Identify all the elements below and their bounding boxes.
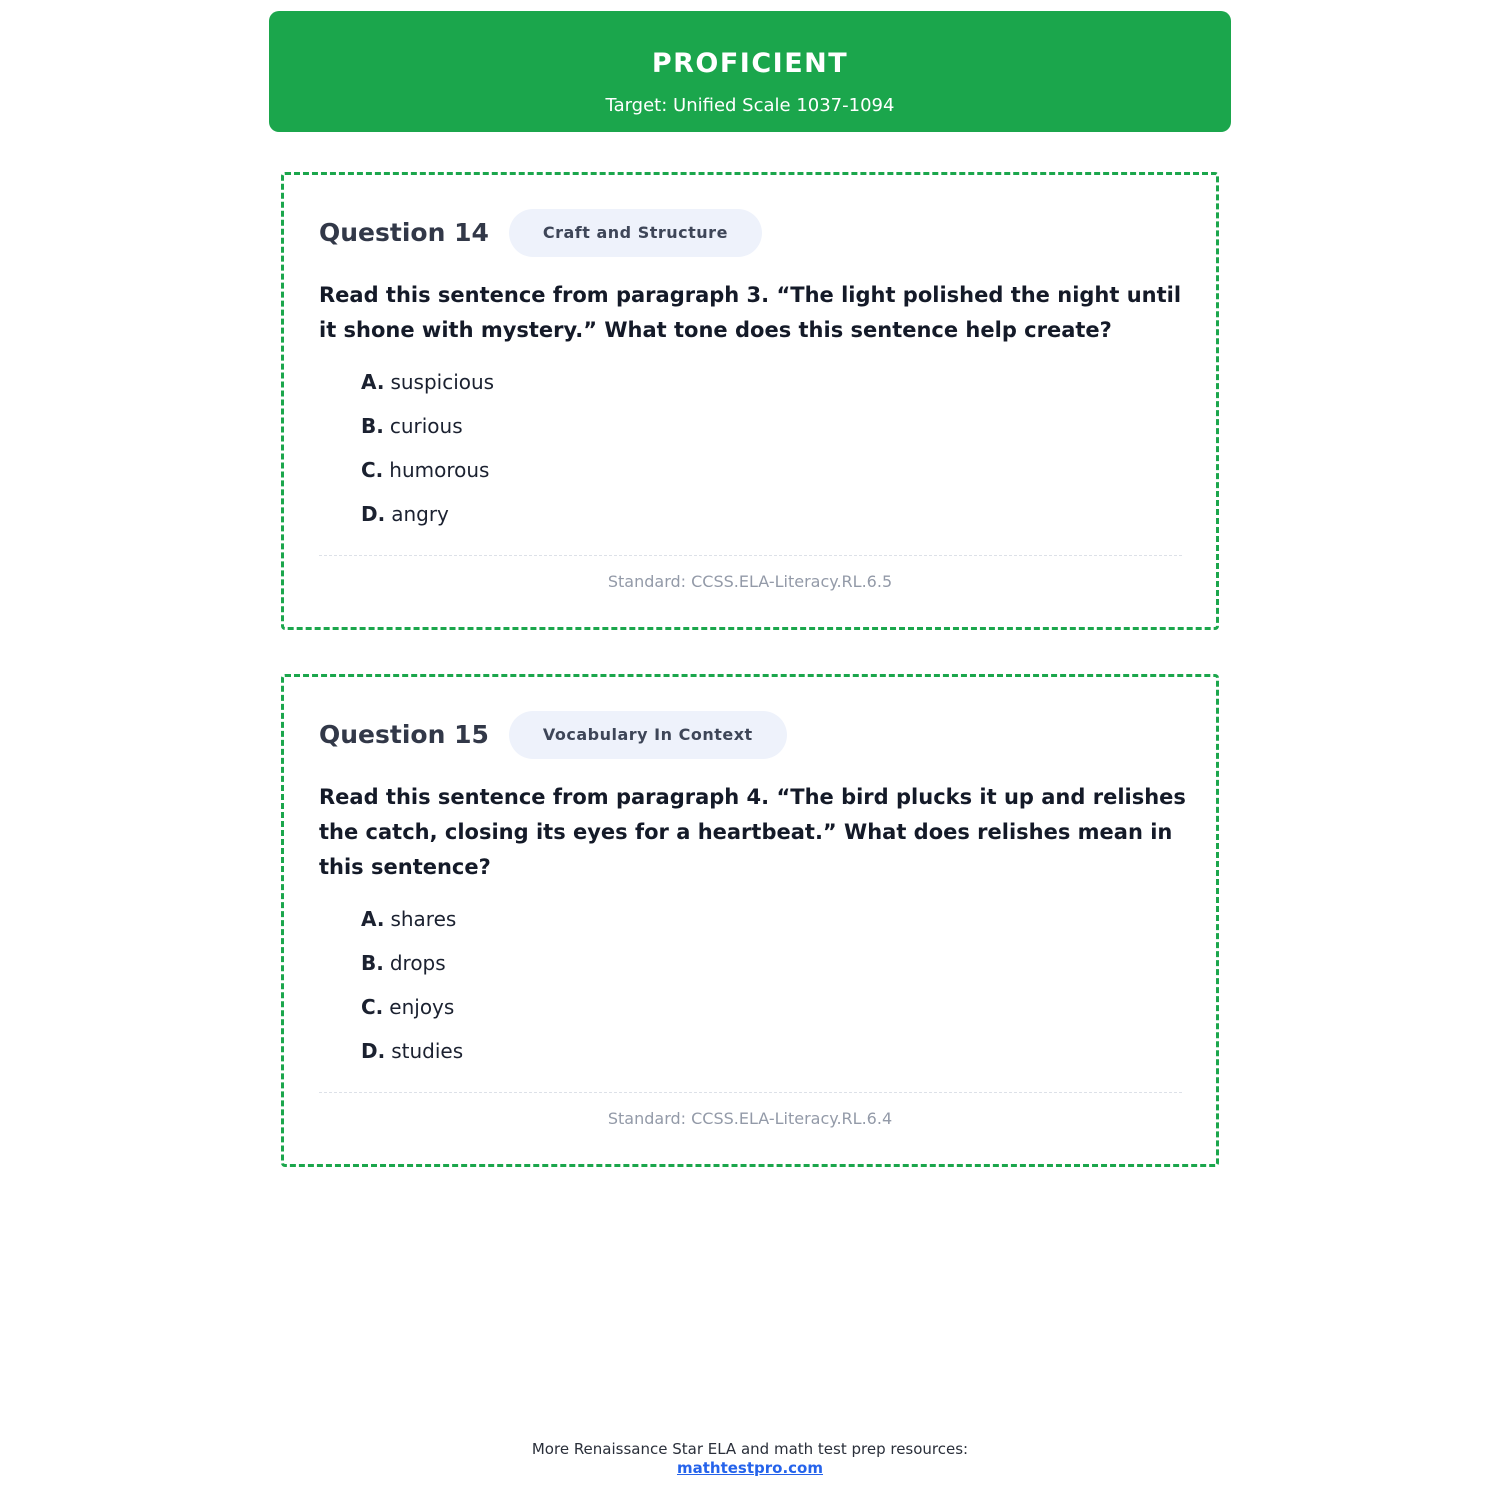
category-badge: Vocabulary In Context (509, 711, 787, 759)
footer (0, 1440, 1500, 1478)
choice-letter: C. (361, 458, 384, 482)
choice-letter: B. (361, 951, 384, 975)
question-card-14 (281, 172, 1219, 630)
question-number: Question 14 (319, 218, 489, 247)
answer-choice-b[interactable] (361, 946, 463, 990)
choice-text: drops (389, 951, 446, 975)
question-card-15 (281, 674, 1219, 1167)
category-badge: Craft and Structure (509, 209, 762, 257)
footer-text: More Renaissance Star ELA and math test prep resources: (531, 1440, 969, 1458)
choice-letter: A. (361, 907, 385, 931)
divider (319, 555, 1182, 556)
answer-choice-a[interactable] (361, 365, 494, 409)
level-banner (269, 11, 1231, 132)
question-number: Question 15 (319, 720, 489, 749)
answer-choice-c[interactable] (361, 990, 463, 1034)
choice-text: curious (389, 414, 463, 438)
choice-letter: D. (361, 1039, 386, 1063)
level-title: PROFICIENT (651, 48, 849, 79)
choice-letter: B. (361, 414, 384, 438)
choice-text: studies (391, 1039, 464, 1063)
question-text: Read this sentence from paragraph 4. “The bird plucks it up and relishes the catch, closing its eyes for a heartbeat.” What does relishes mean in this sentence? (319, 785, 1186, 879)
answer-choice-b[interactable] (361, 409, 494, 453)
choice-letter: D. (361, 502, 386, 526)
standard-label: Standard: CCSS.ELA-Literacy.RL.6.4 (607, 1109, 893, 1128)
choice-text: suspicious (390, 370, 495, 394)
question-header (319, 711, 787, 759)
answer-choices (361, 365, 494, 541)
answer-choice-a[interactable] (361, 902, 463, 946)
question-header (319, 209, 762, 257)
divider (319, 1092, 1182, 1093)
answer-choice-d[interactable] (361, 497, 494, 541)
answer-choice-c[interactable] (361, 453, 494, 497)
choice-text: humorous (389, 458, 490, 482)
choice-text: shares (390, 907, 457, 931)
choice-letter: C. (361, 995, 384, 1019)
choice-text: angry (391, 502, 449, 526)
resources-link[interactable]: mathtestpro.com (676, 1459, 823, 1477)
target-scale: Target: Unified Scale 1037-1094 (605, 95, 895, 116)
answer-choices (361, 902, 463, 1078)
standard-label: Standard: CCSS.ELA-Literacy.RL.6.5 (607, 572, 893, 591)
question-text: Read this sentence from paragraph 3. “The light polished the night until it shone with mystery.” What tone does this sentence help create? (319, 283, 1182, 342)
choice-text: enjoys (389, 995, 455, 1019)
choice-letter: A. (361, 370, 385, 394)
answer-choice-d[interactable] (361, 1034, 463, 1078)
